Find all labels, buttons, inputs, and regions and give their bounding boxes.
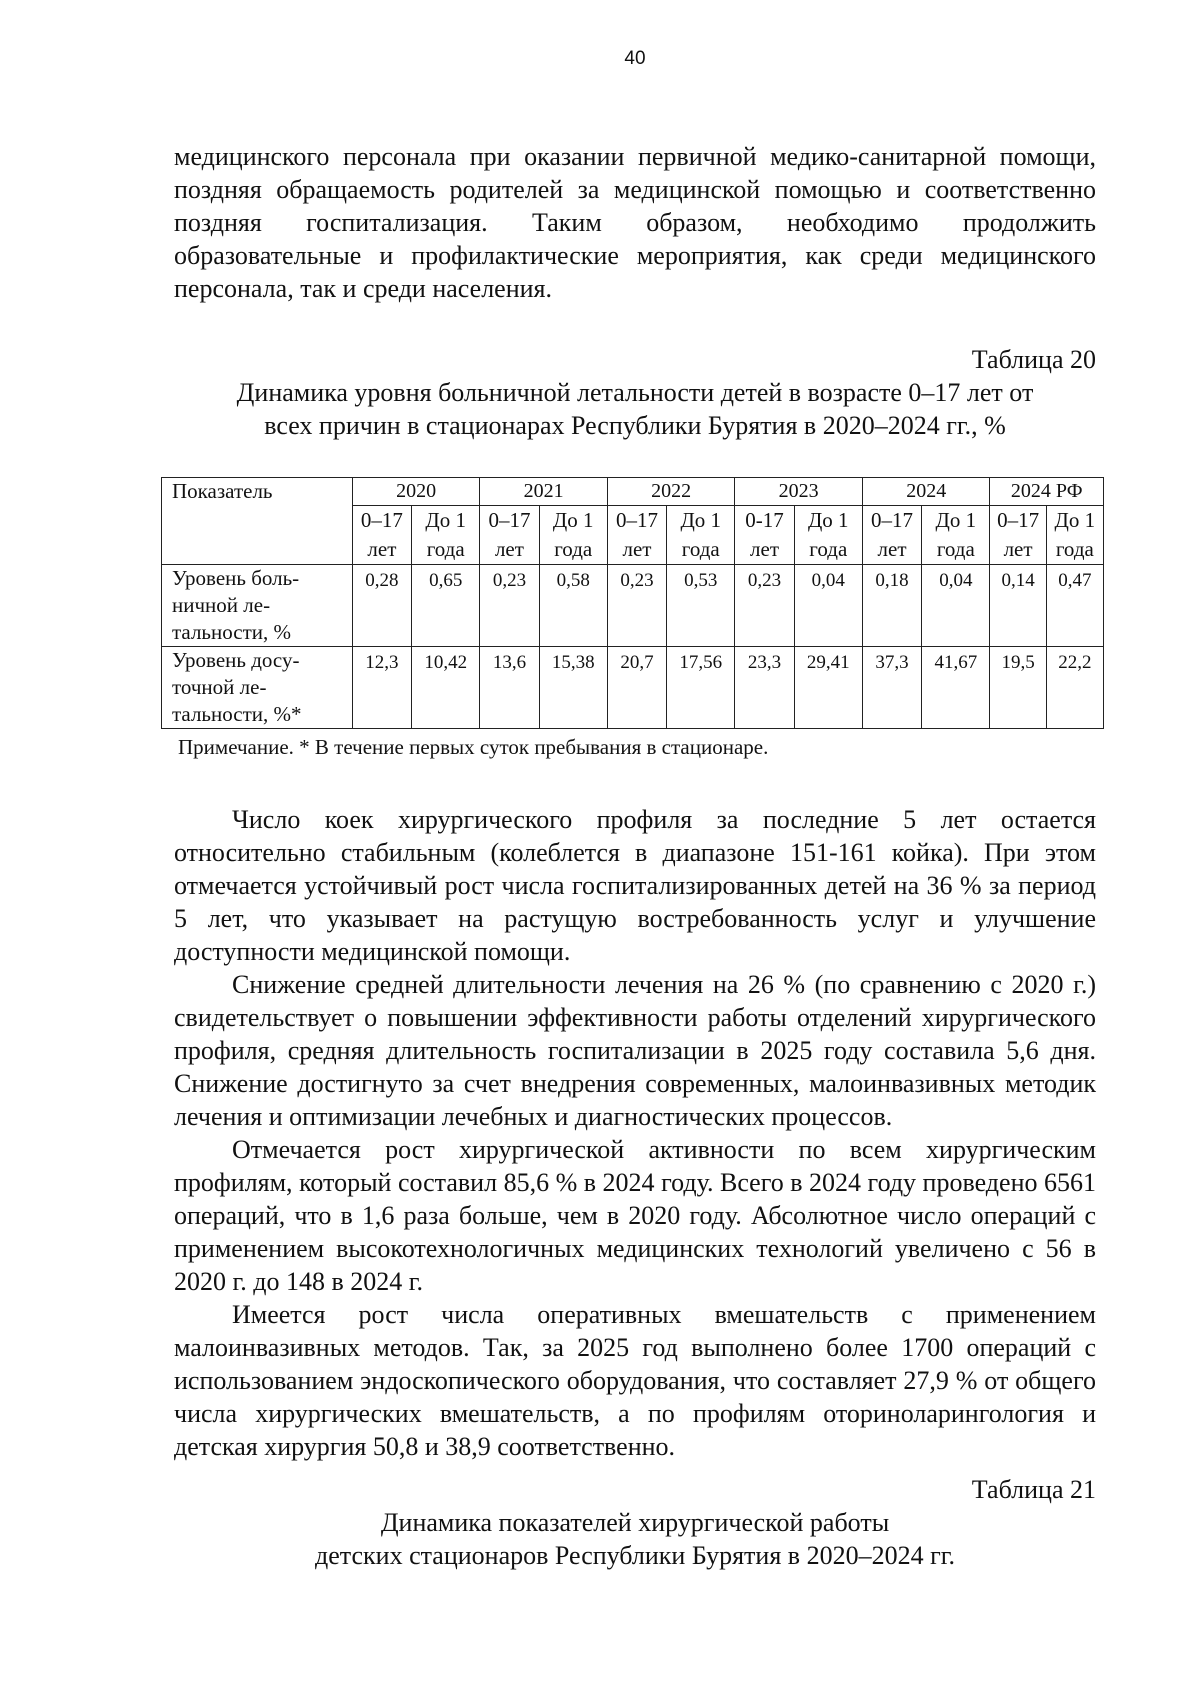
table20-caption (195, 376, 1075, 442)
table20-year-header: 2022 (607, 478, 735, 506)
table20-subheader: 0-17 лет (735, 506, 794, 565)
table20-row-label: Уровень боль- ничной ле- тальности, % (162, 565, 353, 647)
body-paragraph: Отмечается рост хирургической активности по всем хирургическим профилям, который составил 85,6 % в 2024 году. Всего в 2024 году проведено 6561 операций, что в 1,6 раза больше, чем в 2020 году. Абсолютное число операций с применением высокотехнологичных медицинских технологий увеличено с 56 в 2020 г. до 148 в 2024 г. (174, 1135, 1096, 1296)
table20-cell: 0,65 (412, 565, 480, 647)
table20-cell: 0,23 (480, 565, 539, 647)
table20-cell: 0,23 (607, 565, 666, 647)
table20-cell: 17,56 (667, 647, 735, 729)
table21-label: Таблица 21 (971, 1475, 1096, 1504)
table20-row-hospital-mortality (162, 565, 1104, 647)
table20-year-header: 2024 РФ (990, 478, 1104, 506)
table20-cell: 10,42 (412, 647, 480, 729)
table20-row-label: Уровень досу- точной ле- тальности, %* (162, 647, 353, 729)
table20-row-first-day-mortality (162, 647, 1104, 729)
table20-cell: 29,41 (794, 647, 862, 729)
table20 (161, 477, 1104, 729)
table20-year-header: 2023 (735, 478, 863, 506)
page-content (174, 140, 1096, 1572)
table20-cell: 0,04 (922, 565, 990, 647)
table20-cell: 0,14 (990, 565, 1046, 647)
table20-cell: 19,5 (990, 647, 1046, 729)
table20-subheader: 0–17 лет (862, 506, 921, 565)
table20-caption-line: всех причин в стационарах Республики Бурятия в 2020–2024 гг., % (264, 411, 1006, 440)
table20-cell: 22,2 (1046, 647, 1103, 729)
table20-year-header: 2020 (352, 478, 480, 506)
table20-year-header: 2021 (480, 478, 608, 506)
table20-year-header-row (162, 478, 1104, 506)
page-number: 40 (624, 48, 646, 69)
table20-cell: 37,3 (862, 647, 921, 729)
table21-caption-line: Динамика показателей хирургической работы (380, 1508, 890, 1537)
table20-year-header: 2024 (862, 478, 990, 506)
table20-cell: 0,53 (667, 565, 735, 647)
table20-subheader: До 1 года (539, 506, 607, 565)
table21-caption-line: детских стационаров Республики Бурятия в 2020–2024 гг. (315, 1541, 955, 1570)
table20-cell: 0,18 (862, 565, 921, 647)
table20-subheader: До 1 года (794, 506, 862, 565)
table20-cell: 20,7 (607, 647, 666, 729)
body-paragraph: Снижение средней длительности лечения на 26 % (по сравнению с 2020 г.) свидетельствует о повышении эффективности работы отделений хирургического профиля, средняя длительность госпитализации в 2025 году составила 5,6 дня. Снижение достигнуто за счет внедрения современных, малоинвазивных методик лечения и оптимизации лечебных и диагностических процессов. (174, 970, 1096, 1131)
table20-subheader: До 1 года (1046, 506, 1103, 565)
table20-subheader: До 1 года (922, 506, 990, 565)
table20-cell: 15,38 (539, 647, 607, 729)
intro-paragraph: медицинского персонала при оказании первичной медико-санитарной помощи, поздняя обращаемость родителей за медицинской помощью и соответственно поздняя госпитализация. Таким образом, необходимо продолжить образовательные и профилактические мероприятия, как среди медицинского персонала, так и среди населения. (174, 142, 1096, 303)
table21-caption (195, 1506, 1075, 1572)
table20-cell: 0,28 (352, 565, 411, 647)
table20-cell: 0,04 (794, 565, 862, 647)
table20-cell: 12,3 (352, 647, 411, 729)
table20-label: Таблица 20 (971, 345, 1096, 374)
body-paragraph: Имеется рост числа оперативных вмешательств с применением малоинвазивных методов. Так, за 2025 год выполнено более 1700 операций с использованием эндоскопического оборудования, что составляет 27,9 % от общего числа хирургических вмешательств, а по профилям оториноларингология и детская хирургия 50,8 и 38,9 соответственно. (174, 1300, 1096, 1461)
body-paragraph: Число коек хирургического профиля за последние 5 лет остается относительно стабильным (колеблется в диапазоне 151-161 койка). При этом отмечается устойчивый рост числа госпитализированных детей на 36 % за период 5 лет, что указывает на растущую востребованность услуг и улучшение доступности медицинской помощи. (174, 805, 1096, 966)
table20-subheader: 0–17 лет (480, 506, 539, 565)
table20-subheader: До 1 года (412, 506, 480, 565)
table20-cell: 13,6 (480, 647, 539, 729)
table20-subheader: До 1 года (667, 506, 735, 565)
table20-subheader: 0–17 лет (990, 506, 1046, 565)
table20-subheader: 0–17 лет (607, 506, 666, 565)
table20-subheader: 0–17 лет (352, 506, 411, 565)
table20-cell: 0,23 (735, 565, 794, 647)
table20-cell: 23,3 (735, 647, 794, 729)
table20-note: Примечание. * В течение первых суток пребывания в стационаре. (178, 735, 769, 759)
table20-header-indicator: Показатель (162, 478, 353, 565)
table20-caption-line: Динамика уровня больничной летальности детей в возрасте 0–17 лет от (236, 378, 1034, 407)
table20-cell: 0,47 (1046, 565, 1103, 647)
table20-cell: 0,58 (539, 565, 607, 647)
table20-cell: 41,67 (922, 647, 990, 729)
table20-wrapper (161, 477, 1104, 761)
